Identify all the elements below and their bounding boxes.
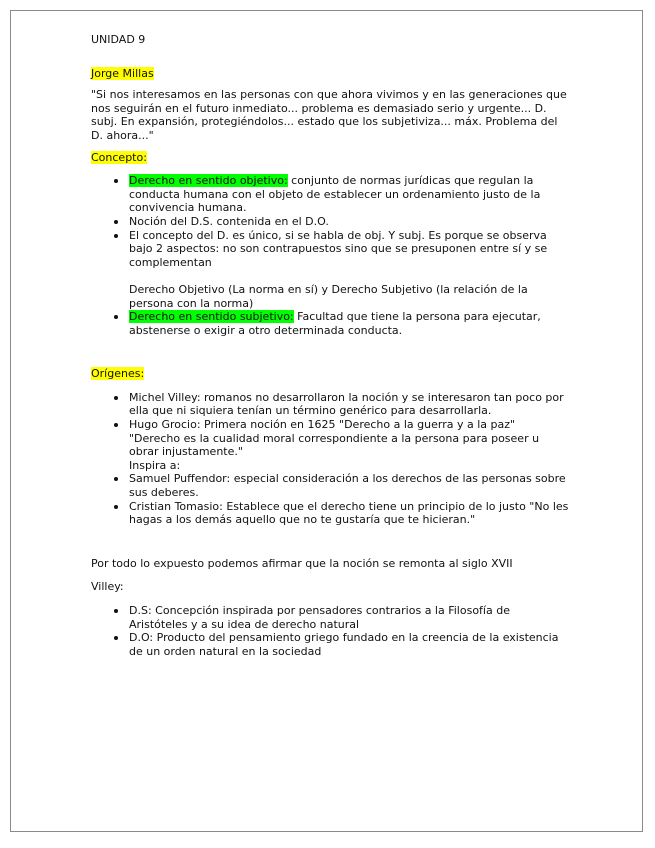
unit-title: UNIDAD 9	[91, 33, 146, 46]
blank-line	[129, 269, 571, 283]
concept-item-text: El concepto del D. es único, si se habla de obj. Y subj. Es porque se observa bajo 2 aspectos: no son contrapuestos sino que se presuponen entre sí y se complementan	[129, 228, 548, 269]
origins-heading-highlight: Orígenes:	[91, 367, 145, 381]
concept-item-ds-in-do	[129, 215, 571, 229]
villey-item-ds	[129, 604, 571, 631]
conclusion-text: Por todo lo expuesto podemos afirmar que la noción se remonta al siglo XVII	[91, 556, 513, 570]
origins-item-text: Samuel Puffendor: especial consideración a los derechos de las personas sobre sus deberes.	[129, 472, 566, 500]
concept-heading-highlight: Concepto:	[91, 150, 147, 164]
origins-item-grocio	[129, 418, 571, 472]
concept-item-extra: Derecho Objetivo (La norma en sí) y Derecho Subjetivo (la relación de la persona con la norma)	[129, 282, 528, 310]
origins-item-text: Cristian Tomasio: Establece que el derecho tiene un principio de lo justo "No les hagas a los demás aquello que no te gustaría que te hicieran."	[129, 499, 569, 527]
origins-item-villey	[129, 391, 571, 418]
origins-item-text: Hugo Grocio: Primera noción en 1625 "Derecho a la guerra y a la paz"	[129, 418, 516, 432]
origins-heading	[91, 367, 571, 381]
origins-item-tomasio	[129, 500, 571, 527]
concept-item-subjective	[129, 310, 571, 337]
grocio-definition: "Derecho es la cualidad moral correspondiente a la persona para poseer u obrar injustamente."	[129, 431, 540, 459]
villey-label: Villey:	[91, 580, 124, 594]
author-highlight: Jorge Millas	[91, 66, 154, 80]
villey-list	[91, 604, 571, 658]
concept-list	[91, 174, 571, 337]
villey-item-text: D.O: Producto del pensamiento griego fundado en la creencia de la existencia de un orden natural en la sociedad	[129, 631, 559, 658]
document-page	[10, 10, 643, 832]
subjective-text: Facultad que tiene la persona para ejecutar, abstenerse o exigir a otro determinada conducta.	[129, 310, 541, 337]
subjective-highlight: Derecho en sentido subjetivo:	[129, 310, 294, 324]
grocio-inspires: Inspira a:	[129, 458, 181, 472]
concept-item-objective	[129, 174, 571, 215]
origins-item-text: Michel Villey: romanos no desarrollaron la noción y se interesaron tan poco por ella que ni siquiera tenían un término genérico para desarrollarla.	[129, 390, 564, 418]
author-heading	[91, 67, 571, 81]
objective-text: conjunto de normas jurídicas que regulan la conducta humana con el objeto de establecer un ordenamiento justo de la convivencia humana.	[129, 174, 541, 215]
concept-item-text: Noción del D.S. contenida en el D.O.	[129, 214, 329, 228]
origins-list	[91, 391, 571, 527]
origins-item-puffendor	[129, 472, 571, 499]
concept-heading	[91, 151, 571, 165]
objective-highlight: Derecho en sentido objetivo:	[129, 174, 288, 188]
document-body	[91, 33, 571, 658]
concept-item-unique	[129, 229, 571, 311]
villey-item-text: D.S: Concepción inspirada por pensadores contrarios a la Filosofía de Aristóteles y a su idea de derecho natural	[129, 604, 510, 631]
villey-item-do	[129, 631, 571, 658]
intro-quote: "Si nos interesamos en las personas con que ahora vivimos y en las generaciones que nos seguirán en el futuro inmediato... problema es demasiado serio y urgente... D. subj. En expansión, protegiéndolos... estado que los subjetiviza... máx. Problema del D. ahora..."	[91, 88, 567, 142]
